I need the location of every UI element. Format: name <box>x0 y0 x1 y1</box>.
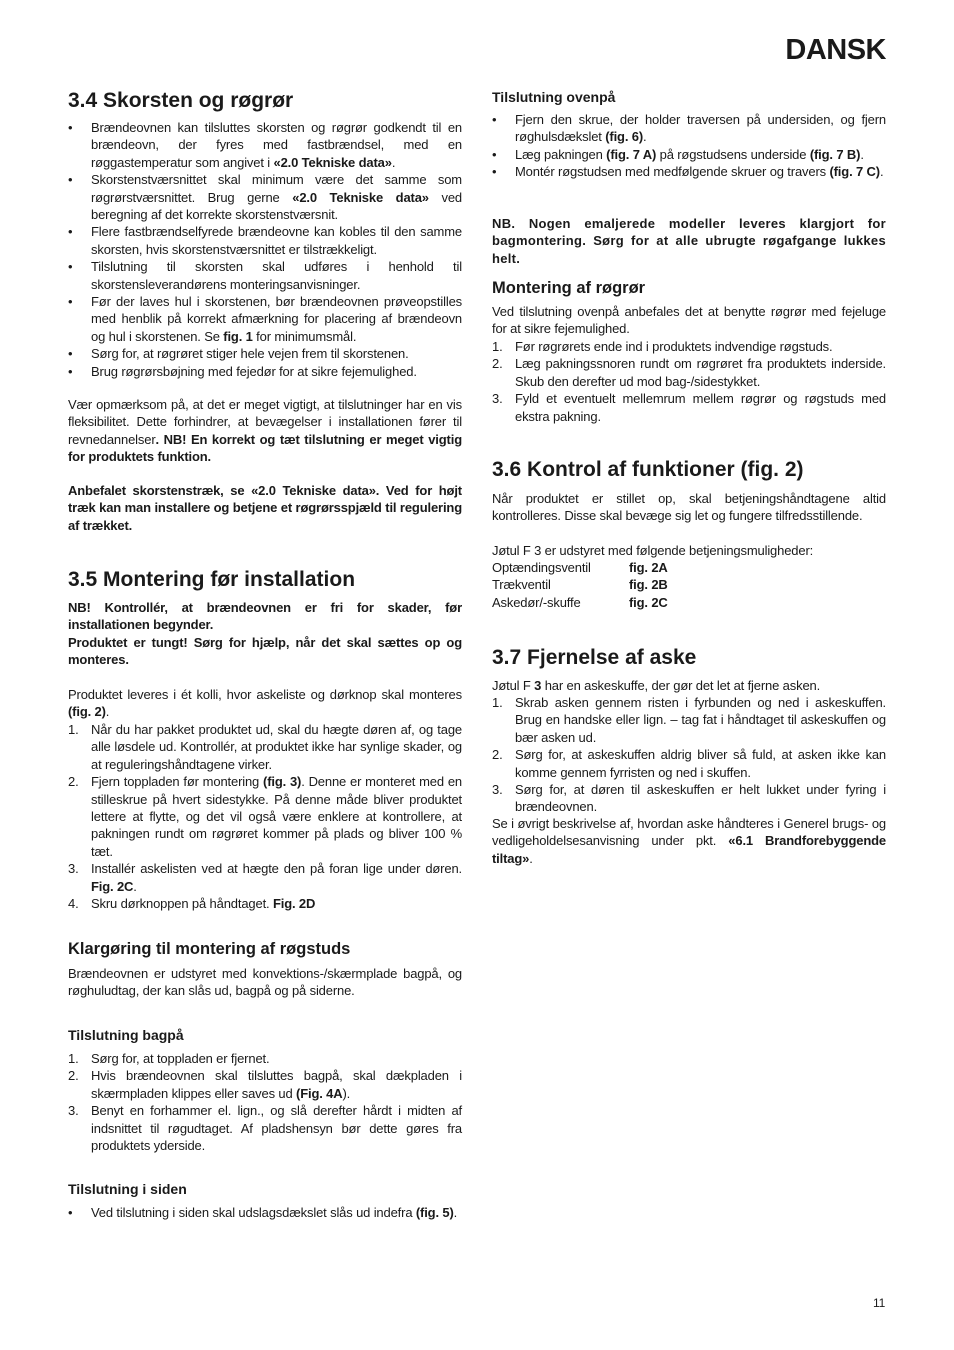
list-item <box>68 1050 462 1067</box>
bold-text: . NB! En korrekt og tæt tilslutning er meget vigtig for produktets funktion. <box>68 431 462 465</box>
bold-text: (Fig. 4A <box>296 1085 343 1101</box>
bold-text: Fig. 2D <box>272 896 316 912</box>
chimney-bullet-list <box>68 119 462 380</box>
bold-text: fig. 1 <box>223 328 253 344</box>
assembly-steps <box>68 721 462 912</box>
text-run: på røgstudsens underside <box>656 146 810 162</box>
bold-text: Anbefalet skorstenstræk, se «2.0 Tekniske data». Ved for højt træk kan man installere og betjene et røgrørsspjæld til regulering af trækket. <box>68 483 462 533</box>
text-run: Benyt en forhammer el. lign., og slå derefter hårdt i midten af indsnittet til røgudtaget. Af pladshensyn bør dette gøres fra produktets yderside. <box>91 1103 462 1154</box>
list-item <box>492 781 886 816</box>
text-run: Se i øvrigt beskrivelse af, hvordan aske håndteres i Generel brugs- og vedligeholdelsesanvisning under pkt. <box>492 816 886 849</box>
text-run: . <box>453 1205 458 1220</box>
text-run: Produktet leveres i ét kolli, hvor askeliste og dørknop skal monteres <box>68 687 462 702</box>
flue-prep-text <box>68 965 462 1000</box>
list-item <box>68 773 462 860</box>
text-run: Brug røgrørsbøjning med fejedør for at sikre fejemulighed. <box>91 363 417 379</box>
enamel-note <box>492 215 886 267</box>
draught-paragraph <box>68 482 462 534</box>
list-item <box>68 363 462 380</box>
controls-text <box>492 490 886 525</box>
bullet-icon: • <box>68 120 73 135</box>
text-run: Jøtul F <box>492 678 535 693</box>
text-run: Montér røgstudsen med medfølgende skruer og travers <box>515 164 830 180</box>
list-number: 2. <box>68 774 79 790</box>
bold-text: 3 <box>534 678 542 693</box>
language-label: DANSK <box>785 34 886 66</box>
list-item <box>68 293 462 345</box>
text-run: for minimumsmål. <box>252 328 357 344</box>
rear-connection-steps <box>68 1050 462 1154</box>
text-run: Fyld et eventuelt mellemrum mellem røgrør og røgstuds med ekstra pakning. <box>515 391 886 424</box>
list-item <box>492 694 886 746</box>
control-name: Trækventil <box>492 577 551 593</box>
flue-pipe-steps <box>492 338 886 425</box>
text-run: Ved tilslutning i siden skal udslagsdækslet slås ud indefra <box>91 1205 416 1220</box>
text-run: Ved tilslutning ovenpå anbefales det at benytte røgrør med fejeluge for at sikre fejemulighed. <box>492 304 886 337</box>
section-3-5-title: 3.5 Montering før installation <box>68 568 356 591</box>
list-item <box>68 345 462 362</box>
list-number: 1. <box>68 1051 79 1066</box>
text-run: Når du har pakket produktet ud, skal du hægte døren af, og tage alle løsdele ud. Kontrollér, at produktet ikke har synlige skader, og at reguleringshåndtagene virker. <box>91 722 462 772</box>
control-name: Optændingsventil <box>492 560 591 575</box>
text-run: Brændeovnen kan tilsluttes skorsten og røgrør godkendt til en brændeovn, der fyres med fastbrændsel, med en røggastemperatur som angivet i <box>91 120 462 170</box>
text-run: Skorstenstværsnittet skal minimum være det samme som røgrørstværsnittet. Brug gerne <box>91 172 462 205</box>
list-number: 1. <box>492 695 503 710</box>
list-number: 2. <box>492 747 503 763</box>
text-run: Vær opmærksom på, at det er meget vigtigt, at tilslutninger har en vis fleksibilitet. Dette forhindrer, at bevægelser i installationen fører til revnedannelser <box>68 397 462 447</box>
bold-text: Fig. 2C <box>91 878 134 894</box>
text-run: . <box>879 164 884 180</box>
section-3-6-title: 3.6 Kontrol af funktioner (fig. 2) <box>492 458 804 481</box>
controls-intro: Jøtul F 3 er udstyret med følgende betjeningsmuligheder: <box>492 543 814 558</box>
list-item <box>68 171 462 223</box>
text-run: har en askeskuffe, der gør det let at fjerne asken. <box>541 678 821 693</box>
text-run: . <box>529 850 533 866</box>
list-item <box>492 355 886 390</box>
bold-text: (fig. 3) <box>263 774 302 790</box>
ash-intro <box>492 677 886 694</box>
text-run: . <box>391 154 396 170</box>
text-run: Fjern den skrue, der holder traversen på undersiden, og fjern røghulsdækslet <box>515 112 886 145</box>
list-item <box>492 338 886 355</box>
bold-text: (fig. 2) <box>68 704 106 720</box>
delivery-paragraph <box>68 686 462 721</box>
ash-steps <box>492 694 886 816</box>
list-item <box>492 111 886 146</box>
text-run: Tilslutning til skorsten skal udføres i henhold til skorstensleverandørens monteringsanvisninger. <box>91 259 462 292</box>
text-run: . <box>643 129 647 145</box>
control-figure-ref: fig. 2C <box>629 594 668 610</box>
control-row <box>492 576 668 593</box>
list-item <box>68 1204 462 1221</box>
bold-text: (fig. 6) <box>605 129 644 145</box>
text-run: Skrab asken gennem risten i fyrbunden og ned i askeskuffen. Brug en handske eller lign. – tag fat i håndtaget til askeskuffen og bær asken ud. <box>515 695 886 745</box>
text-run: Flere fastbrændselfyrede brændeovne kan kobles til den samme skorsten, hvis skorstenstværsnittet er tilstrækkeligt. <box>91 224 462 257</box>
bold-text: «2.0 Tekniske data» <box>292 189 429 205</box>
bold-text: NB! Kontrollér, at brændeovnen er fri for skader, før installationen begynder. <box>68 600 462 633</box>
flue-prep-title: Klargøring til montering af røgstuds <box>68 940 351 958</box>
list-number: 1. <box>68 722 79 737</box>
side-connection-list <box>68 1204 462 1221</box>
list-number: 2. <box>68 1068 79 1084</box>
text-run: . <box>105 704 110 720</box>
bold-text: «6.1 Brandforebyggende tiltag» <box>492 833 886 866</box>
bold-text: (fig. 5) <box>415 1205 454 1220</box>
rear-connection-title: Tilslutning bagpå <box>68 1027 184 1043</box>
list-number: 3. <box>68 861 79 877</box>
controls-table <box>492 559 668 611</box>
section-3-4-title: 3.4 Skorsten og røgrør <box>68 89 294 112</box>
text-run: Hvis brændeovnen skal tilsluttes bagpå, skal dækpladen i skærmpladen klippes eller saves ud <box>91 1068 462 1101</box>
bullet-icon: • <box>68 172 73 188</box>
text-run: Før der laves hul i skorstenen, bør brændeovnen prøveopstilles med henblik på korrekt afmærkning for placering af brændeovn og hul i skorstenen. Se <box>91 294 462 344</box>
list-item <box>68 721 462 773</box>
bullet-icon: • <box>492 146 497 162</box>
list-item <box>492 746 886 781</box>
text-run: . <box>133 878 137 894</box>
bullet-icon: • <box>492 112 497 127</box>
control-name: Askedør/-skuffe <box>492 594 581 610</box>
list-item <box>68 860 462 895</box>
bold-text: (fig. 7 B) <box>809 146 861 162</box>
top-connection-list <box>492 111 886 181</box>
text-run: . Denne er monteret med en stilleskrue på hvert sidestykke. På denne måde bliver produktet lettere at flytte, og det vil også være enklere at kontrollere, at pakningen rundt om røgrøret kommer på plads og bliver 100 % tæt. <box>91 774 462 859</box>
flexibility-paragraph <box>68 396 462 466</box>
control-figure-ref: fig. 2A <box>629 560 668 575</box>
text-run: Fjern toppladen før montering <box>91 774 264 790</box>
text-run: Før røgrørets ende ind i produktets indvendige røgstuds. <box>515 339 833 354</box>
bold-text: NB. Nogen emaljerede modeller leveres klargjort for bagmontering. Sørg for at alle ubrugte røgafgange lukkes helt. <box>492 216 886 266</box>
list-number: 3. <box>492 391 503 407</box>
damage-warning <box>68 599 462 634</box>
bullet-icon: • <box>68 294 73 310</box>
text-run: ). <box>342 1085 351 1101</box>
bullet-icon: • <box>68 346 73 362</box>
bold-text: Produktet er tungt! Sørg for hjælp, når det skal sættes op og monteres. <box>68 635 462 668</box>
list-number: 3. <box>492 782 503 798</box>
list-number: 2. <box>492 356 503 372</box>
text-run: Sørg for, at toppladen er fjernet. <box>91 1051 270 1066</box>
bold-text: «2.0 Tekniske data» <box>273 154 392 170</box>
text-run: Læg pakningssnoren rundt om røgrøret fra produktets inderside. Skub den derefter ud mod bag-/sidestykket. <box>515 356 886 389</box>
text-run: Når produktet er stillet op, skal betjeningshåndtagene altid kontrolleres. Disse skal bevæge sig let og fungere tilfredsstillende. <box>492 491 886 524</box>
text-run: . <box>860 146 864 162</box>
list-item <box>492 163 886 180</box>
list-item <box>68 223 462 258</box>
top-connection-title: Tilslutning ovenpå <box>492 89 616 105</box>
list-item <box>68 1102 462 1154</box>
bold-text: (fig. 7 C) <box>829 164 880 180</box>
bold-text: (fig. 7 A) <box>606 146 657 162</box>
bullet-icon: • <box>492 164 497 180</box>
flue-pipe-intro <box>492 303 886 338</box>
bullet-icon: • <box>68 1205 73 1220</box>
list-item <box>68 1067 462 1102</box>
control-row <box>492 594 668 611</box>
text-run: Sørg for, at røgrøret stiger hele vejen frem til skorstenen. <box>91 346 409 362</box>
bullet-icon: • <box>68 224 73 240</box>
text-run: Installér askelisten ved at hægte den på foran lige under døren. <box>91 861 462 877</box>
text-run: Brændeovnen er udstyret med konvektions-/skærmplade bagpå, og røghuludtag, der kan slås ud, bagpå og på siderne. <box>68 966 462 999</box>
flue-pipe-title: Montering af røgrør <box>492 279 646 297</box>
ash-outro <box>492 815 886 867</box>
text-run: ved beregning af det korrekte skorstenstværsnit. <box>91 189 462 223</box>
list-item <box>492 146 886 163</box>
list-number: 3. <box>68 1103 79 1119</box>
list-item <box>68 895 462 912</box>
list-number: 1. <box>492 339 503 354</box>
text-run: Sørg for, at askeskuffen aldrig bliver så fuld, at asken ikke kan komme gennem fyrristen og ned i skuffen. <box>515 747 886 780</box>
section-3-7-title: 3.7 Fjernelse af aske <box>492 646 697 669</box>
page-number: 11 <box>873 1296 886 1310</box>
control-figure-ref: fig. 2B <box>629 577 668 593</box>
text-run: Sørg for, at døren til askeskuffen er helt lukket under fyring i brændeovnen. <box>515 782 886 815</box>
side-connection-title: Tilslutning i siden <box>68 1181 187 1197</box>
text-run: Læg pakningen <box>515 146 607 162</box>
text-run: Skru dørknoppen på håndtaget. <box>91 896 273 912</box>
bullet-icon: • <box>68 259 73 275</box>
list-item <box>492 390 886 425</box>
heavy-warning <box>68 634 462 669</box>
control-row <box>492 559 668 576</box>
list-number: 4. <box>68 896 79 912</box>
list-item <box>68 119 462 171</box>
list-item <box>68 258 462 293</box>
bullet-icon: • <box>68 363 73 379</box>
